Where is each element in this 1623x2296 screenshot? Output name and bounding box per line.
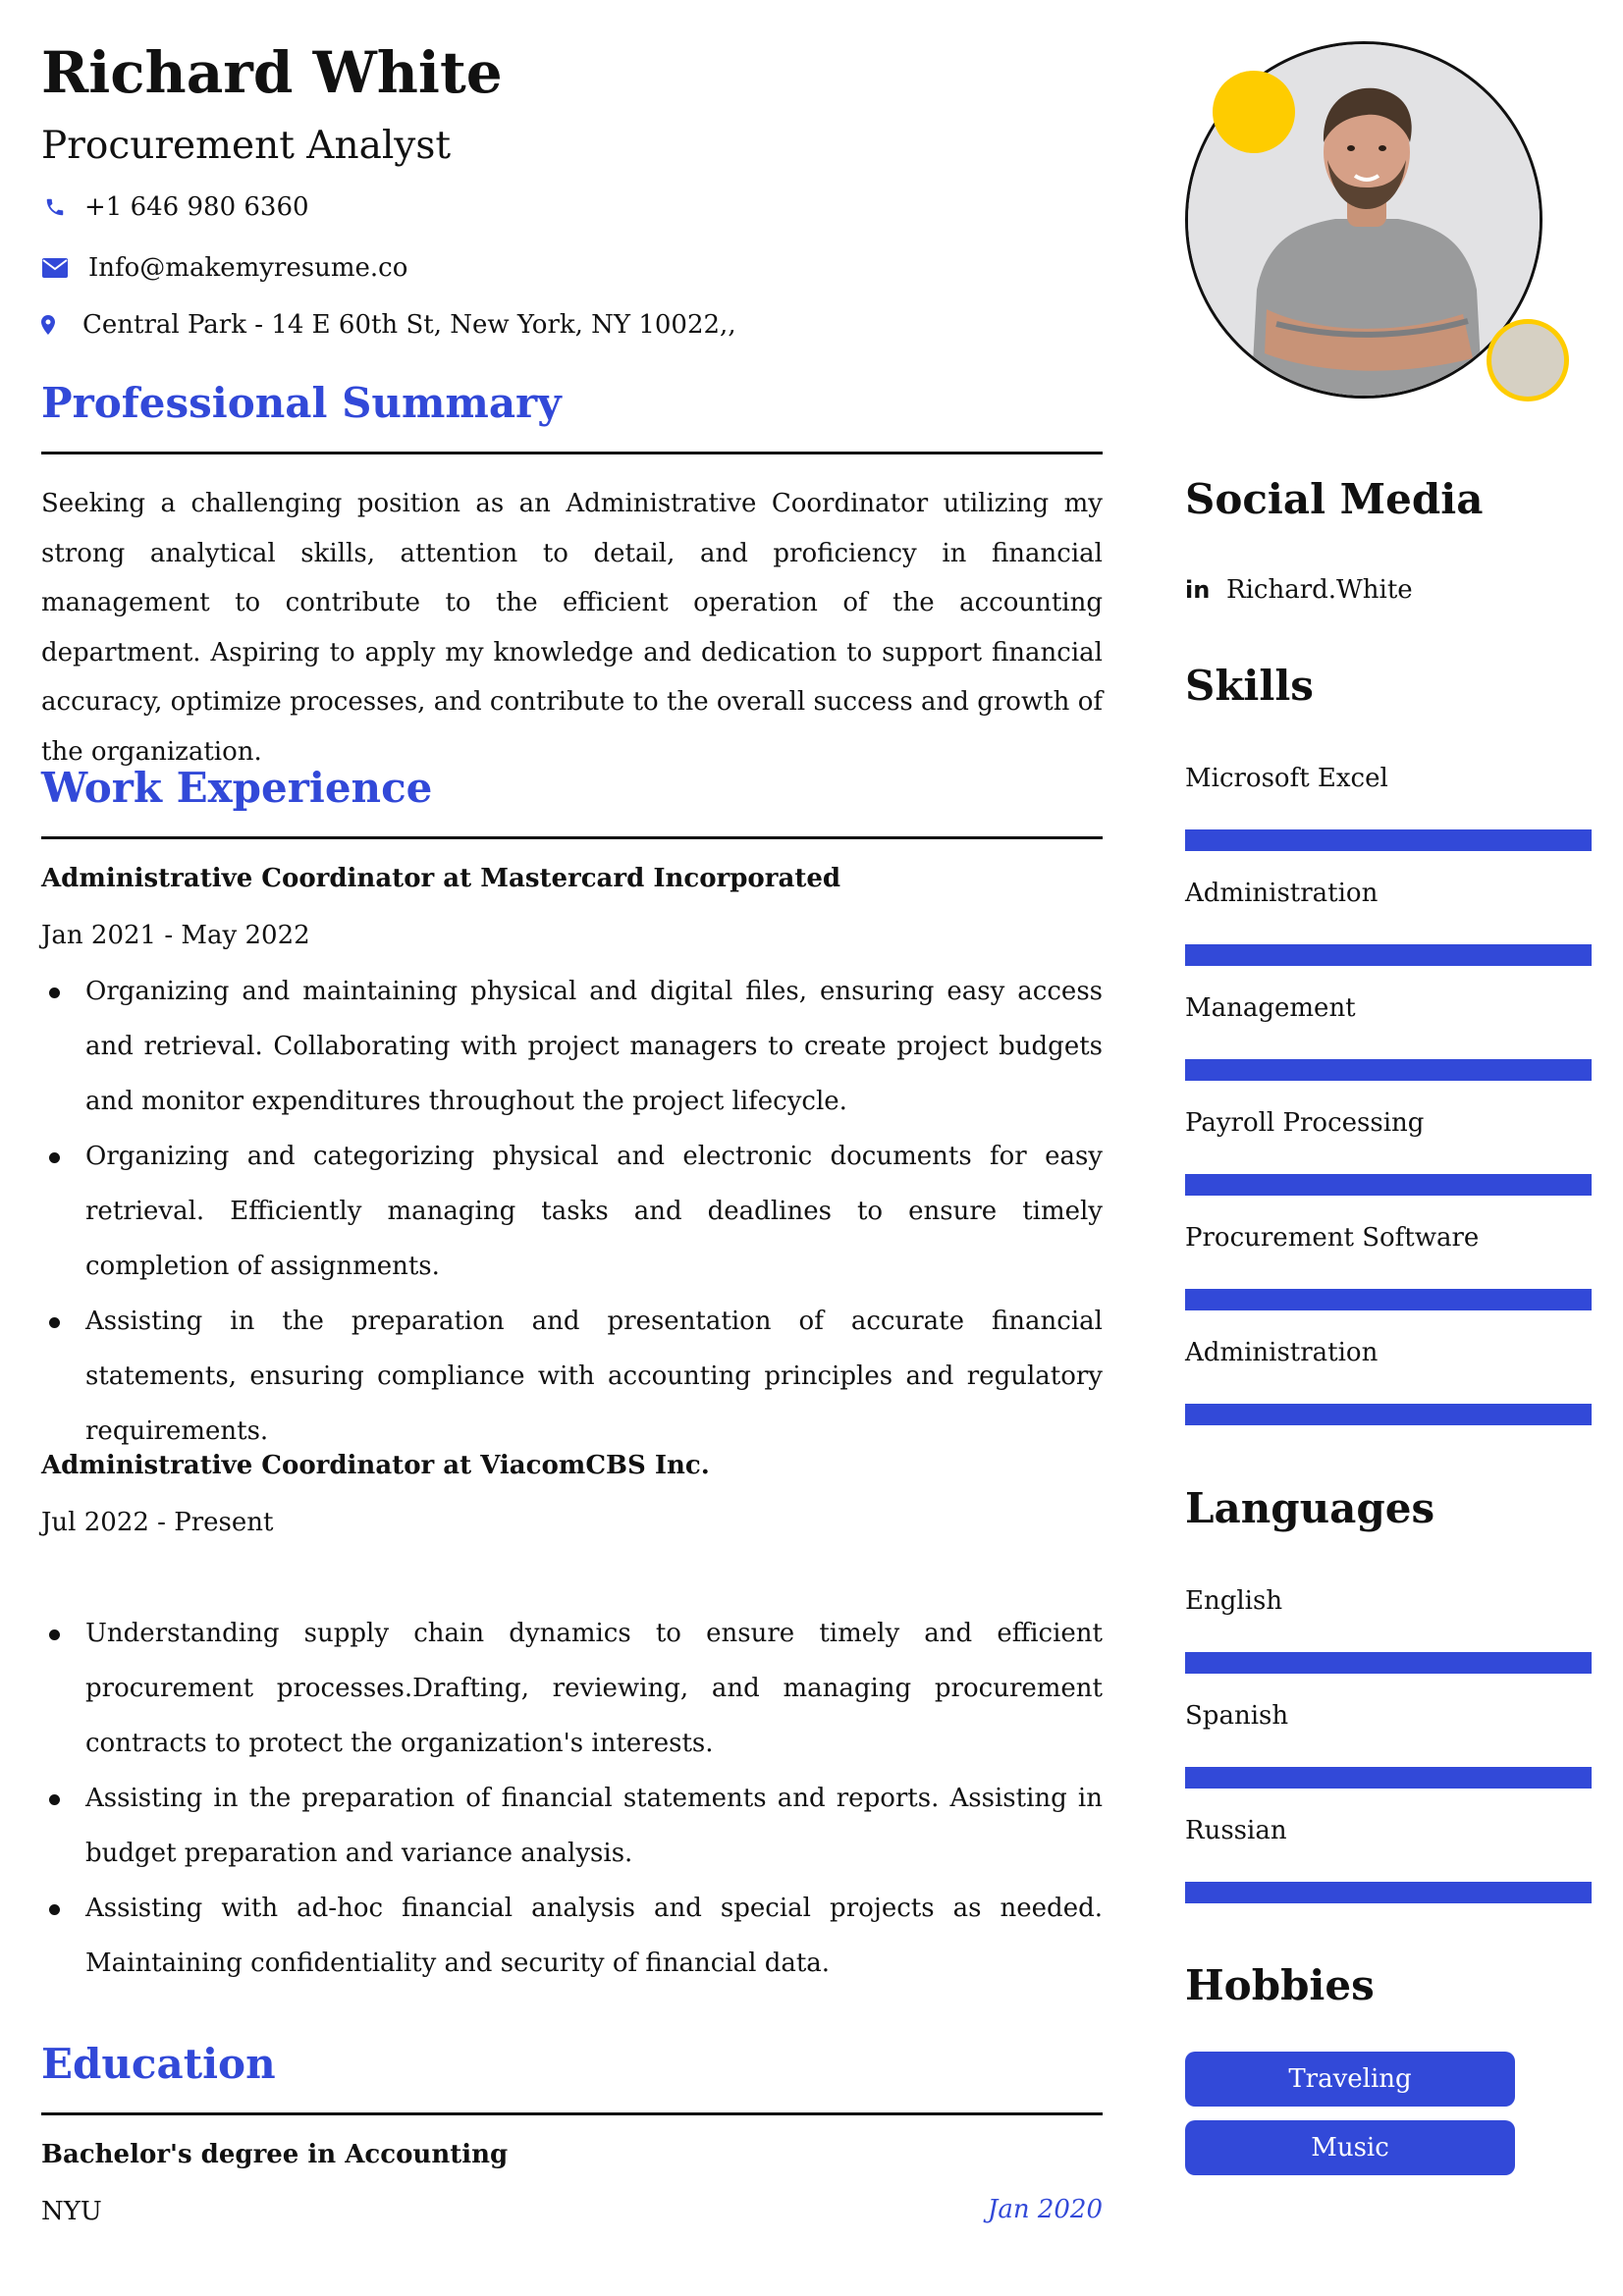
list-item: Organizing and maintaining physical and digital files, ensuring easy access and retrieval. Collaborating with project managers to create project budgets and monitor expenditures throughout the project lifecycle. [41,964,1103,1129]
decorative-ring-dot [1487,319,1569,401]
skill-bar [1185,829,1592,851]
experience-divider [41,836,1103,839]
language-bar-fill [1187,1654,1590,1672]
education-heading: Education [41,2040,276,2088]
skill-bar [1185,1289,1592,1310]
map-pin-icon [41,311,55,339]
email-row [41,253,407,283]
skill-bar-fill [1187,946,1590,964]
job-title-heading: Procurement Analyst [41,124,452,168]
list-item: Understanding supply chain dynamics to ensure timely and efficient procurement processes.Drafting, reviewing, and managing procurement contracts to protect the organization's interests. [41,1606,1103,1771]
language-bar [1185,1882,1592,1903]
decorative-yellow-dot [1213,71,1295,153]
phone-icon [41,193,69,221]
hobbies-heading: Hobbies [1185,1961,1375,2009]
social-link-row[interactable] [1185,575,1413,605]
education-school: NYU [41,2197,102,2226]
list-item: Assisting in the preparation of financial statements and reports. Assisting in budget preparation and variance analysis. [41,1771,1103,1881]
phone-row [41,192,309,222]
skill-bar-fill [1187,1406,1590,1423]
address-row [41,310,736,340]
hobby-tag: Traveling [1185,2052,1515,2107]
skill-label: Management [1185,993,1356,1023]
education-degree: Bachelor's degree in Accounting [41,2140,509,2169]
summary-divider [41,452,1103,454]
language-bar [1185,1652,1592,1674]
email-address[interactable]: Info@makemyresume.co [88,253,408,283]
skill-bar [1185,1404,1592,1425]
linkedin-handle[interactable]: Richard.White [1226,575,1413,605]
job-1-title: Administrative Coordinator at Mastercard Incorporated [41,864,841,893]
skill-label: Administration [1185,879,1379,908]
phone-number[interactable]: +1 646 980 6360 [84,192,309,222]
language-label: Spanish [1185,1701,1289,1731]
education-divider [41,2112,1103,2115]
skill-bar [1185,944,1592,966]
skill-bar [1185,1059,1592,1081]
language-bar-fill [1187,1884,1590,1901]
skill-label: Payroll Processing [1185,1108,1425,1138]
skill-label: Procurement Software [1185,1223,1480,1253]
job-2-bullets [41,1606,1103,1991]
skill-bar [1185,1174,1592,1196]
language-bar-fill [1187,1769,1590,1787]
linkedin-icon: in [1185,576,1211,604]
job-2-title: Administrative Coordinator at ViacomCBS Inc. [41,1451,710,1480]
education-date: Jan 2020 [987,2195,1103,2224]
main-column [41,37,1103,2226]
language-bar [1185,1767,1592,1789]
skill-bar-fill [1187,1176,1590,1194]
profile-photo-group [1185,41,1546,402]
skill-bar-fill [1187,831,1590,849]
envelope-icon [41,254,69,282]
skills-heading: Skills [1185,662,1314,710]
summary-text: Seeking a challenging position as an Administrative Coordinator utilizing my strong analytical skills, attention to detail, and proficiency in financial management to contribute to the efficient operation of the accounting department. Aspiring to apply my knowledge and dedication to support financial accuracy, optimize processes, and contribute to the overall success and growth of the organization. [41,489,1103,767]
skill-bar-fill [1187,1061,1590,1079]
skill-label: Administration [1185,1338,1379,1367]
hobby-tag: Music [1185,2120,1515,2175]
summary-heading: Professional Summary [41,379,562,427]
list-item: Assisting in the preparation and presentation of accurate financial statements, ensuring compliance with accounting principles and regulatory requirements. [41,1294,1103,1459]
address-text: Central Park - 14 E 60th St, New York, NY 10022,, [82,310,736,340]
social-heading: Social Media [1185,475,1484,523]
list-item: Organizing and categorizing physical and electronic documents for easy retrieval. Efficiently managing tasks and deadlines to ensure timely completion of assignments. [41,1129,1103,1294]
language-label: Russian [1185,1816,1287,1845]
job-1-bullets [41,964,1103,1459]
language-label: English [1185,1586,1283,1616]
skill-bar-fill [1187,1291,1590,1308]
job-2-dates: Jul 2022 - Present [41,1508,274,1537]
list-item: Assisting with ad-hoc financial analysis and special projects as needed. Maintaining confidentiality and security of financial data. [41,1881,1103,1991]
candidate-name: Richard White [41,39,503,106]
languages-heading: Languages [1185,1484,1435,1532]
job-1-dates: Jan 2021 - May 2022 [41,921,310,950]
skill-label: Microsoft Excel [1185,764,1388,793]
experience-heading: Work Experience [41,764,433,812]
